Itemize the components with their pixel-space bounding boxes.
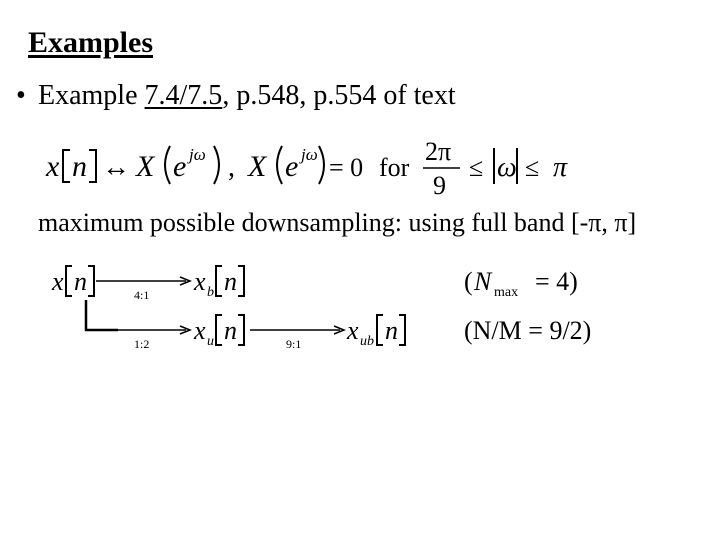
diag-xub-n: n (385, 316, 398, 345)
eq-le1: ≤ (469, 153, 484, 182)
nmax-sub: max (494, 285, 519, 300)
diag-xb: x (194, 267, 206, 296)
diag-xb-sub: b (207, 285, 214, 300)
eq-jw2: jω (301, 145, 318, 164)
diag-xub-sub: ub (360, 334, 374, 349)
nm-ratio: (N/M = 9/2) (464, 316, 592, 345)
bullet-icon: • (16, 80, 26, 111)
nmax-eq: = 4) (535, 267, 578, 296)
eq-le2: ≤ (525, 153, 540, 182)
eq-n: n (72, 150, 87, 183)
diag-x: x (52, 267, 64, 296)
branch-connector (86, 300, 118, 330)
diag-xub: x (347, 316, 359, 345)
diag-xu-sub: u (207, 334, 214, 349)
eq-comma: , (228, 152, 235, 183)
diag-xb-n: n (224, 267, 237, 296)
diag-n: n (74, 267, 87, 296)
example-link[interactable]: 7.4/7.5 (144, 80, 223, 111)
eq-omega: ω (497, 152, 517, 183)
nmax-open: ( (464, 267, 473, 296)
bullet-suffix: , p.548, p.554 of text (222, 80, 456, 111)
eq-X2: X (248, 150, 267, 183)
eq-e2: e (285, 150, 299, 183)
eq-X1: X (136, 150, 155, 183)
eq-frac-numerator: 2π (425, 137, 452, 166)
diag-xu-n: n (224, 316, 237, 345)
ratio-4-1: 4:1 (134, 288, 150, 302)
nmax-N: N (474, 267, 492, 296)
eq-pi: π (553, 152, 568, 183)
bullet-prefix: Example (38, 80, 145, 111)
eq-x: x (46, 150, 60, 183)
note-downsampling: maximum possible downsampling: using full band [-π, π] (38, 208, 637, 237)
eq-equals-zero: = 0 (329, 153, 364, 182)
eq-jw1: jω (189, 145, 206, 164)
eq-e1: e (173, 150, 187, 183)
eq-frac-denominator: 9 (433, 171, 446, 200)
slide-title: Examples (28, 26, 154, 59)
eq-for: for (379, 153, 410, 182)
ratio-1-2: 1:2 (134, 337, 150, 351)
ratio-9-1: 9:1 (286, 337, 302, 351)
eq-fourier-arrow: ↔ (102, 152, 130, 183)
diag-xu: x (194, 316, 206, 345)
